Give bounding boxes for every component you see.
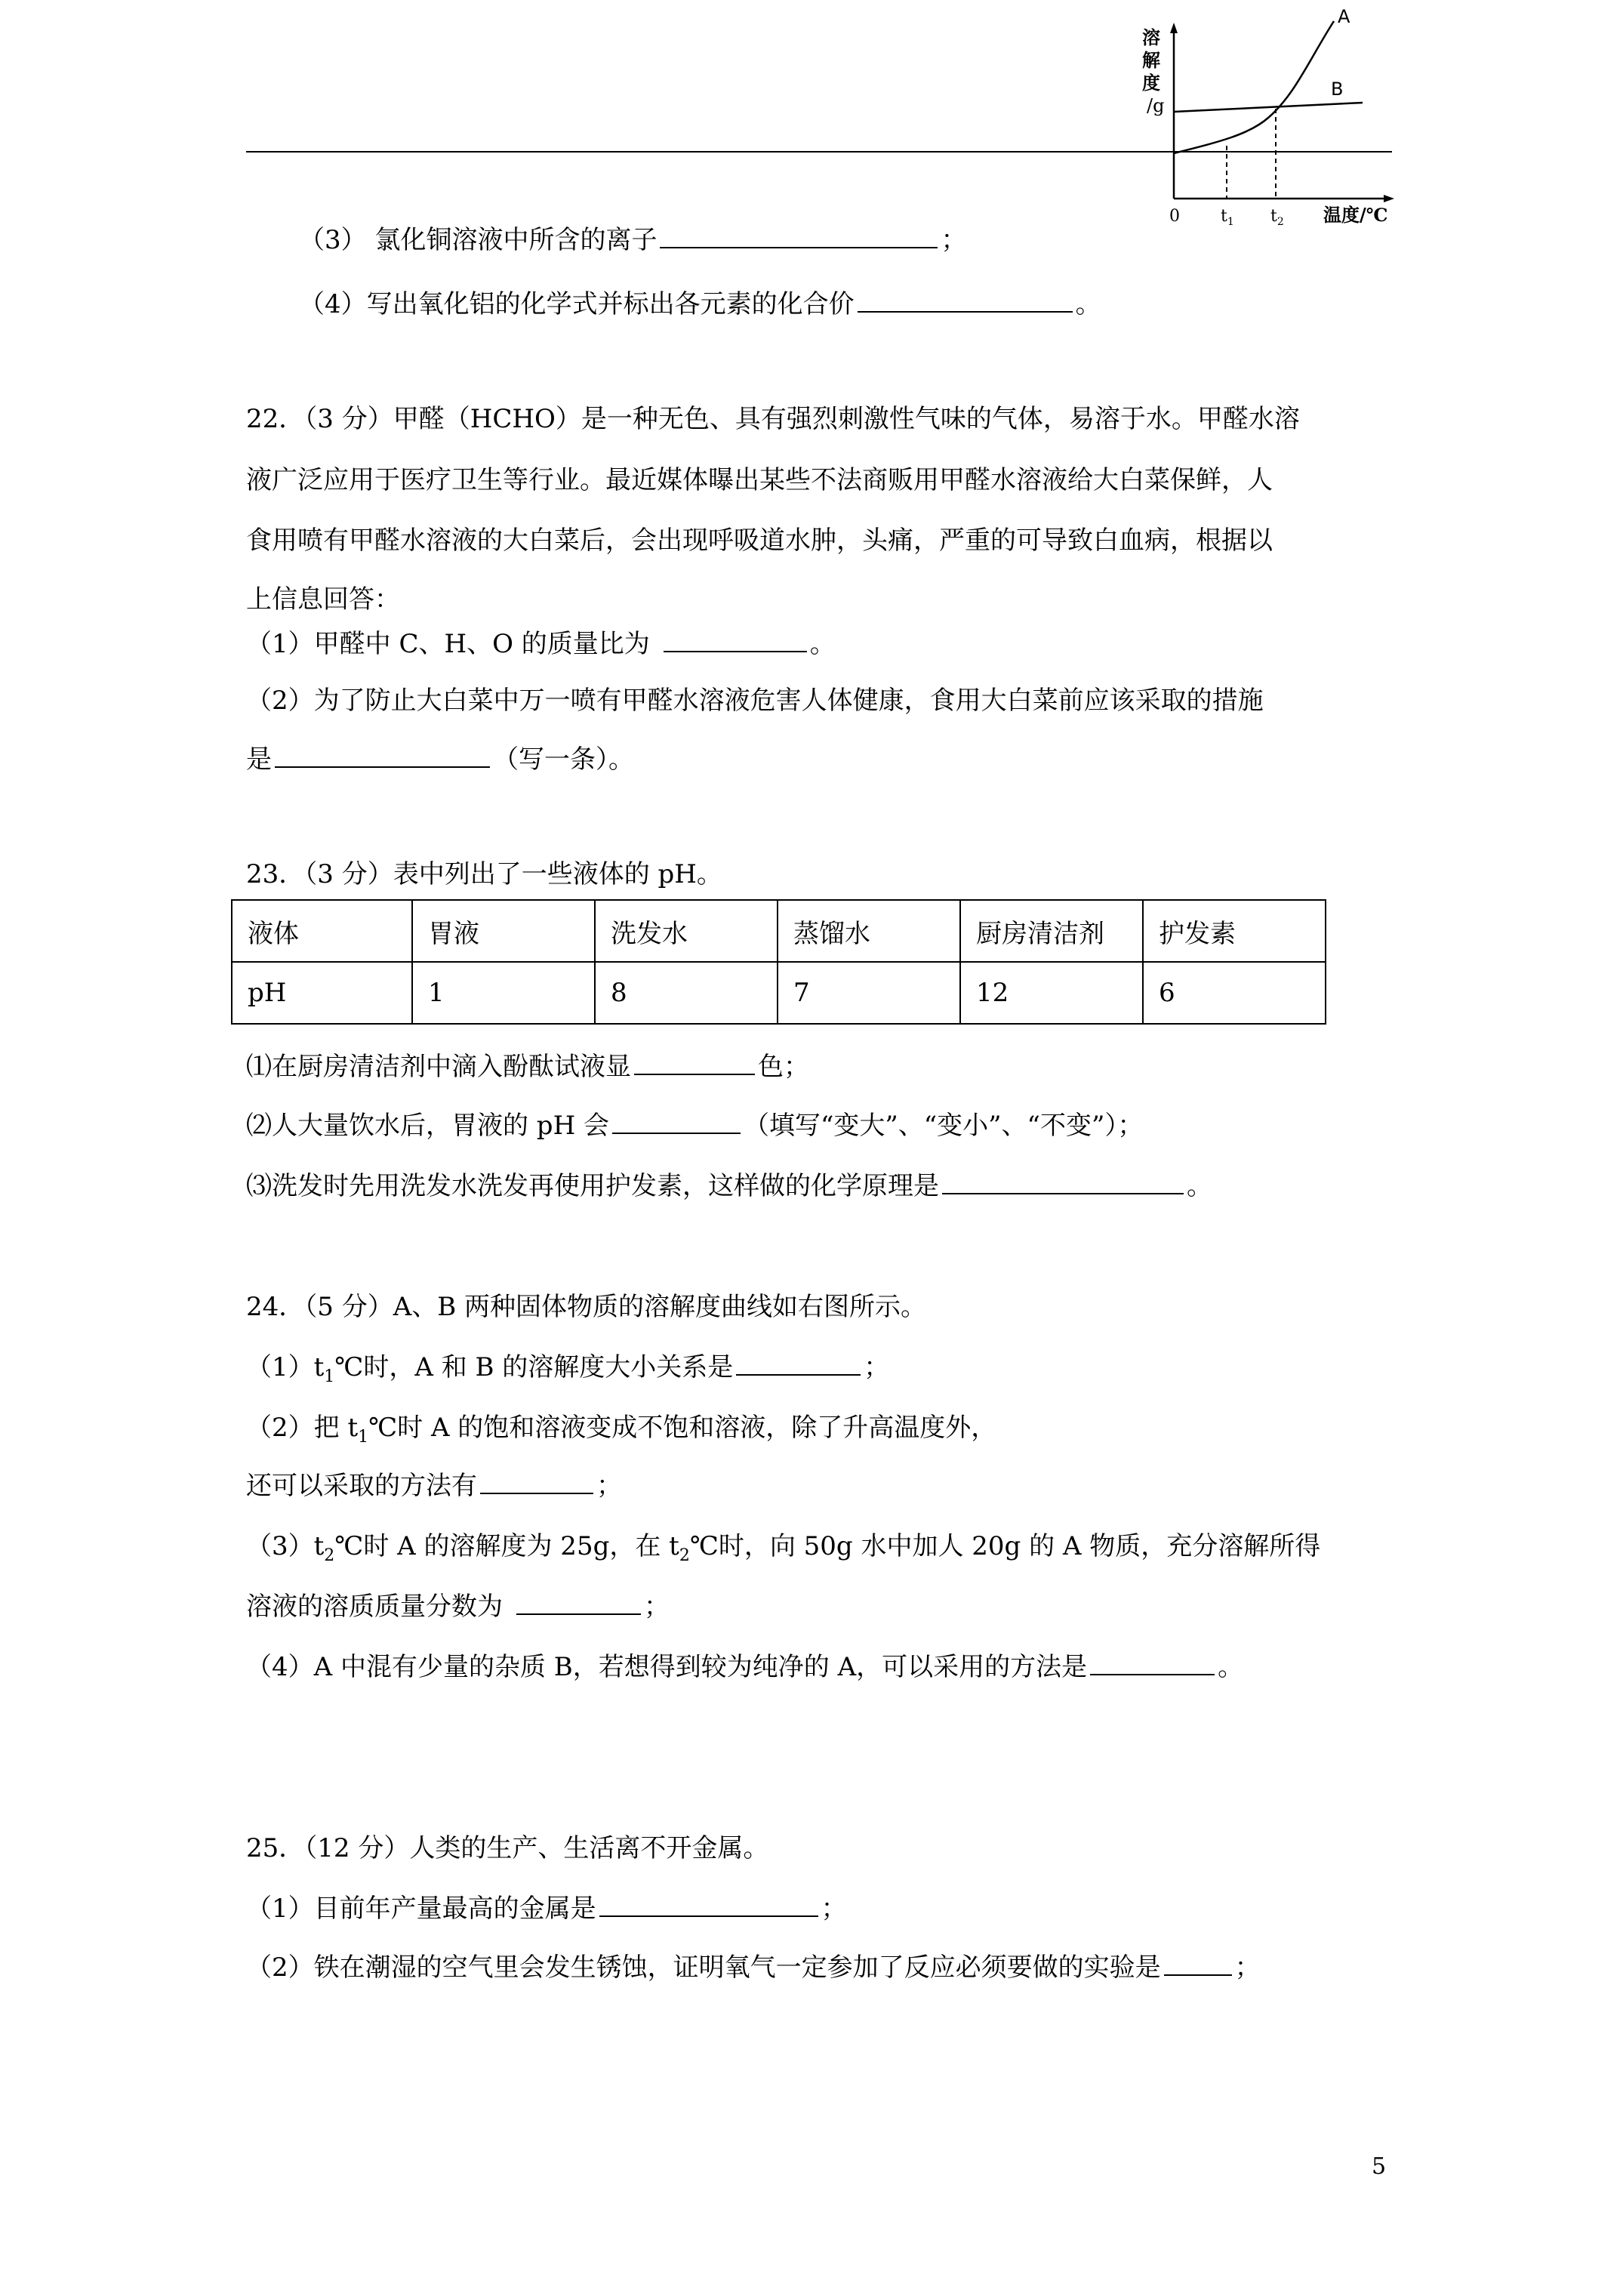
answer-blank[interactable] [660, 224, 938, 248]
q24-part3: $(3)t_2℃$时 A 的溶解度为 25g，在 $t_2℃$时，向 50g 水中加人 20g 的 A 物质，充分溶解所得 [246, 1531, 1321, 1565]
q25-intro: 25．（12 分）人类的生产、生活离不开金属。 [246, 1833, 769, 1863]
q23-part3: ⑶洗发时先用洗发水洗发再使用护发素，这样做的化学原理是 。 [246, 1171, 1212, 1201]
t1-label: $t_1$ [1221, 207, 1234, 228]
table-cell: 蒸馏水 [778, 900, 960, 962]
answer-blank[interactable] [612, 1110, 741, 1134]
q24-part3-line2: 溶液的溶质质量分数为 ； [246, 1592, 670, 1622]
table-cell: 护发素 [1143, 900, 1326, 962]
q24-part1: $(1)t_1℃$时，A 和 B 的溶解度大小关系是 ； [246, 1352, 890, 1386]
answer-blank[interactable] [858, 288, 1073, 313]
q24-part2: （2）把 $t_1℃$时 A 的饱和溶液变成不饱和溶液，除了升高温度外， [246, 1413, 997, 1447]
table-cell: 液体 [232, 900, 412, 962]
answer-blank[interactable] [634, 1051, 755, 1075]
y-label-4: /g [1147, 95, 1165, 116]
table-row [232, 900, 1326, 962]
q25-part1: （1）目前年产量最高的金属是 ； [246, 1894, 847, 1924]
origin-label: 0 [1169, 207, 1180, 226]
answer-blank[interactable] [942, 1170, 1184, 1194]
table-cell: 8 [595, 962, 778, 1024]
q21-part3: （3） 氯化铜溶液中所含的离子 ； [299, 225, 967, 255]
q24-part2-line2: 还可以采取的方法有 ； [246, 1471, 622, 1501]
y-label-2: 解 [1142, 49, 1160, 71]
q21-part4: （4）写出氧化铝的化学式并标出各元素的化合价 。 [299, 289, 1101, 319]
x-axis-label: 温度/℃ [1323, 204, 1388, 226]
header-rule [246, 151, 1392, 153]
q24-part4: （4）A 中混有少量的杂质 B，若想得到较为纯净的 A，可以采用的方法是 。 [246, 1652, 1244, 1682]
answer-blank[interactable] [516, 1591, 641, 1615]
solubility-graph [1136, 6, 1408, 233]
answer-blank[interactable] [736, 1351, 861, 1376]
q22-part2-line1: （2）为了防止大白菜中万一喷有甲醛水溶液危害人体健康，食用大白菜前应该采取的措施 [246, 686, 1264, 716]
curve-a [1174, 21, 1334, 153]
table-cell: 胃液 [412, 900, 595, 962]
q25-part2: （2）铁在潮湿的空气里会发生锈蚀，证明氧气一定参加了反应必须要做的实验是 ； [246, 1952, 1261, 1983]
q22-line2: 液广泛应用于医疗卫生等行业。最近媒体曝出某些不法商贩用甲醛水溶液给大白菜保鲜，人 [246, 465, 1273, 495]
answer-blank[interactable] [480, 1470, 593, 1494]
curve-b [1174, 103, 1363, 112]
q23-part2: ⑵人大量饮水后，胃液的 pH 会 （填写“变大”、“变小”、“不变”）； [246, 1111, 1144, 1141]
t2-label: $t_2$ [1270, 207, 1284, 228]
table-cell: 洗发水 [595, 900, 778, 962]
ph-table [231, 899, 1326, 1025]
q22-line3: 食用喷有甲醛水溶液的大白菜后，会出现呼吸道水肿，头痛，严重的可导致白血病，根据以 [246, 525, 1273, 556]
q23-part1: ⑴在厨房清洁剂中滴入酚酞试液显 色； [246, 1052, 809, 1082]
q22-part2-line2: 是 （写一条）。 [246, 744, 634, 775]
q22-line4: 上信息回答： [246, 584, 400, 615]
table-cell: 6 [1143, 962, 1326, 1024]
table-cell: pH [232, 962, 412, 1024]
y-label-1: 溶 [1142, 26, 1160, 48]
q23-intro: 23．（3 分）表中列出了一些液体的 pH。 [246, 859, 722, 889]
q22-line1: 22．（3 分）甲醛（HCHO）是一种无色、具有强烈刺激性气味的气体，易溶于水。甲醛水溶 [246, 404, 1300, 434]
answer-blank[interactable] [1164, 1952, 1232, 1976]
y-label-3: 度 [1142, 72, 1160, 94]
curve-b-label: B [1331, 79, 1344, 100]
answer-blank[interactable] [664, 628, 807, 652]
answer-blank[interactable] [1090, 1651, 1215, 1675]
page-number: 5 [1372, 2153, 1387, 2180]
table-row [232, 962, 1326, 1024]
table-cell: 厨房清洁剂 [960, 900, 1143, 962]
q24-intro: 24．（5 分）A、B 两种固体物质的溶解度曲线如右图所示。 [246, 1292, 927, 1322]
answer-blank[interactable] [275, 744, 490, 768]
answer-blank[interactable] [599, 1893, 818, 1917]
table-cell: 7 [778, 962, 960, 1024]
table-cell: 12 [960, 962, 1143, 1024]
curve-a-label: A [1338, 6, 1350, 27]
table-cell: 1 [412, 962, 595, 1024]
q22-part1: （1）甲醛中 C、H、O 的质量比为 。 [246, 629, 836, 659]
